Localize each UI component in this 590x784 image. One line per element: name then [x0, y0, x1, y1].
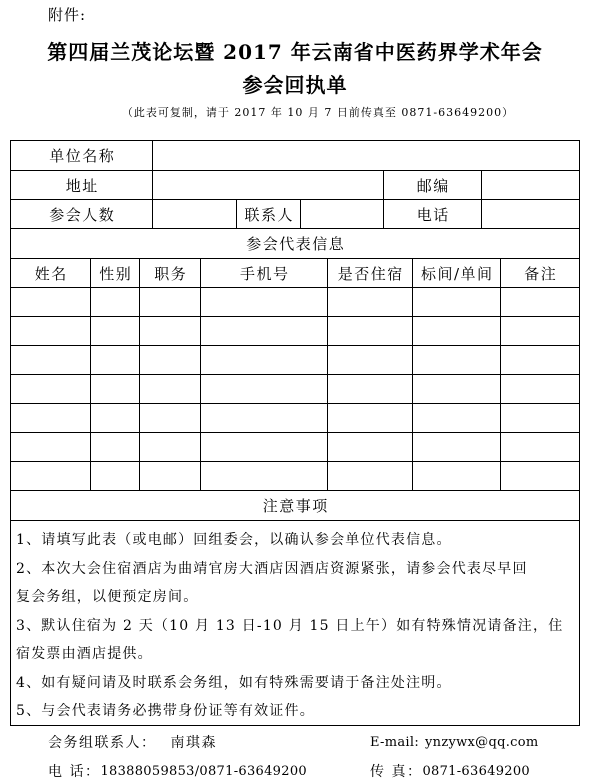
organizer-phone: [48, 763, 307, 781]
column-header-gender: 性别: [90, 259, 139, 287]
delegate-cell: [139, 346, 200, 374]
attendee-count-value: [152, 200, 236, 228]
column-header-lodging: 是否住宿: [327, 259, 412, 287]
note-item-3-continued: 宿发票由酒店提供。: [16, 646, 153, 662]
column-header-room-type: 标间/单间: [412, 259, 500, 287]
delegate-cell: [139, 375, 200, 403]
column-header-mobile: 手机号: [200, 259, 327, 287]
delegates-heading-row: [11, 228, 579, 258]
delegate-row: [11, 432, 579, 461]
organizer-fax: [370, 763, 530, 781]
delegate-row: [11, 461, 579, 490]
delegate-cell: [11, 375, 90, 403]
organizer-contact: [48, 734, 217, 752]
delegate-cell: [11, 346, 90, 374]
document-subtitle: 参会回执单: [242, 73, 348, 97]
footer-phone-label: 电 话：: [48, 764, 101, 780]
note-item-2: 2、本次大会住宿酒店为曲靖官房大酒店因酒店资源紧张，请参会代表尽早回: [16, 560, 528, 577]
delegate-cell: [327, 433, 412, 461]
postcode-value: [481, 171, 579, 199]
organizer-email: [370, 734, 538, 752]
organizer-contact-name: 南琪森: [170, 735, 217, 751]
delegate-row: [11, 345, 579, 374]
email-label: E-mail:: [370, 735, 419, 750]
notes-body: [11, 520, 579, 725]
column-header-name: 姓名: [34, 264, 68, 283]
delegate-cell: [327, 288, 412, 316]
note-item-1: 1、请填写此表（或电邮）回组委会，以确认参会单位代表信息。: [16, 532, 452, 548]
delegate-cell: [139, 288, 200, 316]
delegate-cell: [500, 317, 579, 345]
delegate-cell: [412, 346, 500, 374]
delegate-cell: [412, 433, 500, 461]
delegate-cell: [412, 375, 500, 403]
delegate-cell: [200, 433, 327, 461]
delegate-cell: [90, 462, 139, 490]
delegate-cell: [200, 375, 327, 403]
delegate-rows: [11, 287, 579, 490]
delegate-cell: [11, 462, 90, 490]
phone-label: 电话: [383, 200, 481, 228]
delegate-cell: [500, 288, 579, 316]
delegate-cell: [200, 462, 327, 490]
address-value: [152, 171, 383, 199]
phone-value: [481, 200, 579, 228]
delegate-cell: [412, 404, 500, 432]
delegate-cell: [200, 288, 327, 316]
delegate-cell: [412, 317, 500, 345]
delegate-cell: [327, 375, 412, 403]
delegate-cell: [500, 433, 579, 461]
delegate-cell: [139, 462, 200, 490]
unit-name-label: 单位名称: [49, 147, 116, 165]
delegate-cell: [412, 288, 500, 316]
contact-label: 联系人: [236, 200, 300, 228]
delegate-cell: [11, 433, 90, 461]
delegate-cell: [327, 346, 412, 374]
delegate-cell: [90, 346, 139, 374]
address-row: [11, 170, 579, 199]
delegate-cell: [200, 404, 327, 432]
delegate-cell: [500, 375, 579, 403]
fax-value: 0871-63649200: [422, 764, 530, 779]
delegate-cell: [500, 462, 579, 490]
delegate-cell: [327, 462, 412, 490]
delegate-row: [11, 287, 579, 316]
delegate-row: [11, 374, 579, 403]
delegate-row: [11, 316, 579, 345]
postcode-label: 邮编: [383, 171, 481, 199]
delegate-cell: [412, 462, 500, 490]
delegate-cell: [11, 288, 90, 316]
unit-name-value: [152, 141, 579, 170]
notes-heading: 注意事项: [262, 497, 329, 515]
delegate-cell: [90, 375, 139, 403]
delegate-header-row: [11, 258, 579, 287]
organizer-contact-label: 会务组联系人：: [48, 735, 157, 751]
footer-phone-value: 18388059853/0871-63649200: [100, 764, 307, 779]
attendee-row: [11, 199, 579, 228]
delegate-cell: [200, 317, 327, 345]
contact-value: [300, 200, 383, 228]
fax-label: 传 真：: [370, 764, 423, 780]
delegate-cell: [500, 404, 579, 432]
column-header-remarks: 备注: [500, 259, 579, 287]
delegate-cell: [500, 346, 579, 374]
delegate-cell: [11, 404, 90, 432]
delegate-cell: [139, 317, 200, 345]
copy-fax-note: （此表可复制，请于 2017 年 10 月 7 日前传真至 0871-63649200）: [121, 106, 515, 119]
unit-name-row: [11, 141, 579, 170]
delegate-cell: [90, 404, 139, 432]
notes-heading-row: [11, 490, 579, 520]
delegate-cell: [139, 404, 200, 432]
delegate-row: [11, 403, 579, 432]
note-item-4: 4、如有疑问请及时联系会务组，如有特殊需要请于备注处注明。: [16, 674, 452, 691]
column-header-position: 职务: [139, 259, 200, 287]
delegates-heading: 参会代表信息: [246, 235, 346, 253]
delegate-cell: [139, 433, 200, 461]
attachment-label: 附件:: [48, 6, 87, 24]
note-item-5: 5、与会代表请务必携带身份证等有效证件。: [16, 703, 315, 719]
email-value: ynzywx@qq.com: [425, 735, 539, 750]
delegate-cell: [327, 404, 412, 432]
note-item-3: 3、默认住宿为 2 天（10 月 13 日-10 月 15 日上午）如有特殊情况请备注，住: [16, 617, 564, 634]
delegate-cell: [90, 433, 139, 461]
delegate-cell: [90, 317, 139, 345]
delegate-cell: [327, 317, 412, 345]
delegate-cell: [11, 317, 90, 345]
document-title: 第四届兰茂论坛暨 2017 年云南省中医药界学术年会: [47, 40, 543, 64]
delegate-cell: [200, 346, 327, 374]
address-label: 地址: [65, 176, 99, 195]
attendee-count-label: 参会人数: [49, 205, 116, 224]
delegate-cell: [90, 288, 139, 316]
note-item-2-continued: 复会务组，以便预定房间。: [16, 589, 199, 605]
registration-form-table: [10, 140, 580, 726]
